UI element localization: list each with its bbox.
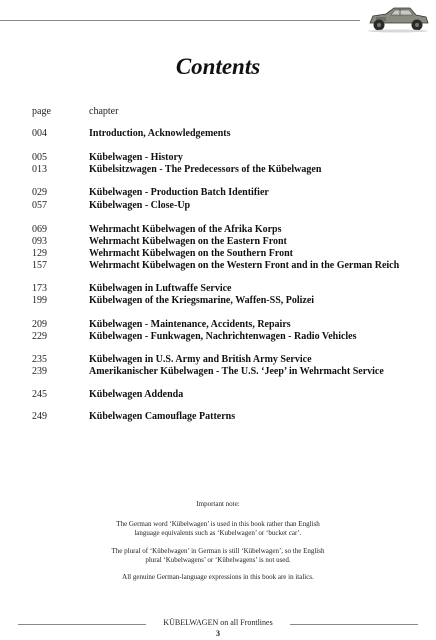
toc-chapter-title: Kübelwagen - Production Batch Identifier <box>89 187 269 198</box>
toc-entry[interactable] <box>0 236 436 248</box>
toc-entry[interactable] <box>0 366 436 378</box>
page-title: Contents <box>175 54 261 79</box>
toc-chapter-title: Kübelwagen - Maintenance, Accidents, Repairs <box>89 319 291 330</box>
note-line: The German word ‘Kübelwagen’ is used in this book rather than English <box>116 520 320 528</box>
toc-page-number: 235 <box>32 354 47 365</box>
toc-chapter-title: Amerikanischer Kübelwagen - The U.S. ‘Jeep’ in Wehrmacht Service <box>89 366 384 377</box>
toc-page-number: 005 <box>32 152 47 163</box>
toc-chapter-title: Wehrmacht Kübelwagen on the Western Front and in the German Reich <box>89 260 400 271</box>
column-header-page: page <box>32 106 51 117</box>
toc-entry[interactable] <box>0 354 436 366</box>
toc-page-number: 004 <box>32 128 47 139</box>
note-line: The plural of ‘Kübelwagen’ in German is still ‘Kübelwagen’, so the English <box>111 547 325 555</box>
note-line: language equivalents such as ‘Kubelwagen’ or ‘bucket car’. <box>134 529 302 537</box>
toc-chapter-title: Kübelwagen of the Kriegsmarine, Waffen-SS, Polizei <box>89 295 315 306</box>
toc-chapter-title: Kübelwagen in U.S. Army and British Army Service <box>89 354 312 365</box>
toc-chapter-title: Kübelwagen in Luftwaffe Service <box>89 283 232 294</box>
toc-chapter-title: Wehrmacht Kübelwagen on the Eastern Front <box>89 236 287 247</box>
toc-page-number: 209 <box>32 319 47 330</box>
toc-entry[interactable] <box>0 248 436 260</box>
note-line: All genuine German-language expressions in this book are in italics. <box>122 573 314 581</box>
toc-chapter-title: Kübelsitzwagen - The Predecessors of the Kübelwagen <box>89 164 322 175</box>
toc-entry[interactable] <box>0 260 436 272</box>
note-line: plural ‘Kubelwagens’ or ‘Kübelwagens’ is not used. <box>145 556 291 564</box>
toc-page-number: 069 <box>32 224 47 235</box>
toc-page-number: 229 <box>32 331 47 342</box>
toc-page-number: 093 <box>32 236 47 247</box>
toc-chapter-title: Kübelwagen - History <box>89 152 183 163</box>
toc-page-number: 245 <box>32 389 47 400</box>
toc-chapter-title: Wehrmacht Kübelwagen on the Southern Front <box>89 248 293 259</box>
toc-page-number: 029 <box>32 187 47 198</box>
toc-chapter-title: Kübelwagen - Close-Up <box>89 200 191 211</box>
toc-entry[interactable] <box>0 319 436 331</box>
toc-chapter-title: Introduction, Acknowledgements <box>89 128 231 139</box>
toc-entry[interactable] <box>0 283 436 295</box>
toc-entry[interactable] <box>0 295 436 307</box>
toc-page-number: 173 <box>32 283 47 294</box>
toc-chapter-title: Kübelwagen - Funkwagen, Nachrichtenwagen - Radio Vehicles <box>89 331 357 342</box>
toc-chapter-title: Wehrmacht Kübelwagen of the Afrika Korps <box>89 224 282 235</box>
toc-entry[interactable] <box>0 164 436 176</box>
toc-page-number: 199 <box>32 295 47 306</box>
toc-entry[interactable] <box>0 224 436 236</box>
toc-page-number: 013 <box>32 164 47 175</box>
toc-page-number: 057 <box>32 200 47 211</box>
toc-page-number: 129 <box>32 248 47 259</box>
toc-entry[interactable] <box>0 152 436 164</box>
toc-page-number: 249 <box>32 411 47 422</box>
column-header-chapter: chapter <box>89 106 119 117</box>
toc-entry[interactable] <box>0 128 436 140</box>
note-heading: Important note: <box>196 500 240 508</box>
toc-entry[interactable] <box>0 389 436 401</box>
toc-entry[interactable] <box>0 411 436 423</box>
toc-chapter-title: Kübelwagen Camouflage Patterns <box>89 411 236 422</box>
toc-entry[interactable] <box>0 200 436 212</box>
toc-page-number: 157 <box>32 260 47 271</box>
page-number: 3 <box>216 629 220 638</box>
toc-chapter-title: Kübelwagen Addenda <box>89 389 184 400</box>
toc-entry[interactable] <box>0 187 436 199</box>
footer-book-title: KÜBELWAGEN on all Frontlines <box>163 618 273 627</box>
toc-page-number: 239 <box>32 366 47 377</box>
toc-entry[interactable] <box>0 331 436 343</box>
